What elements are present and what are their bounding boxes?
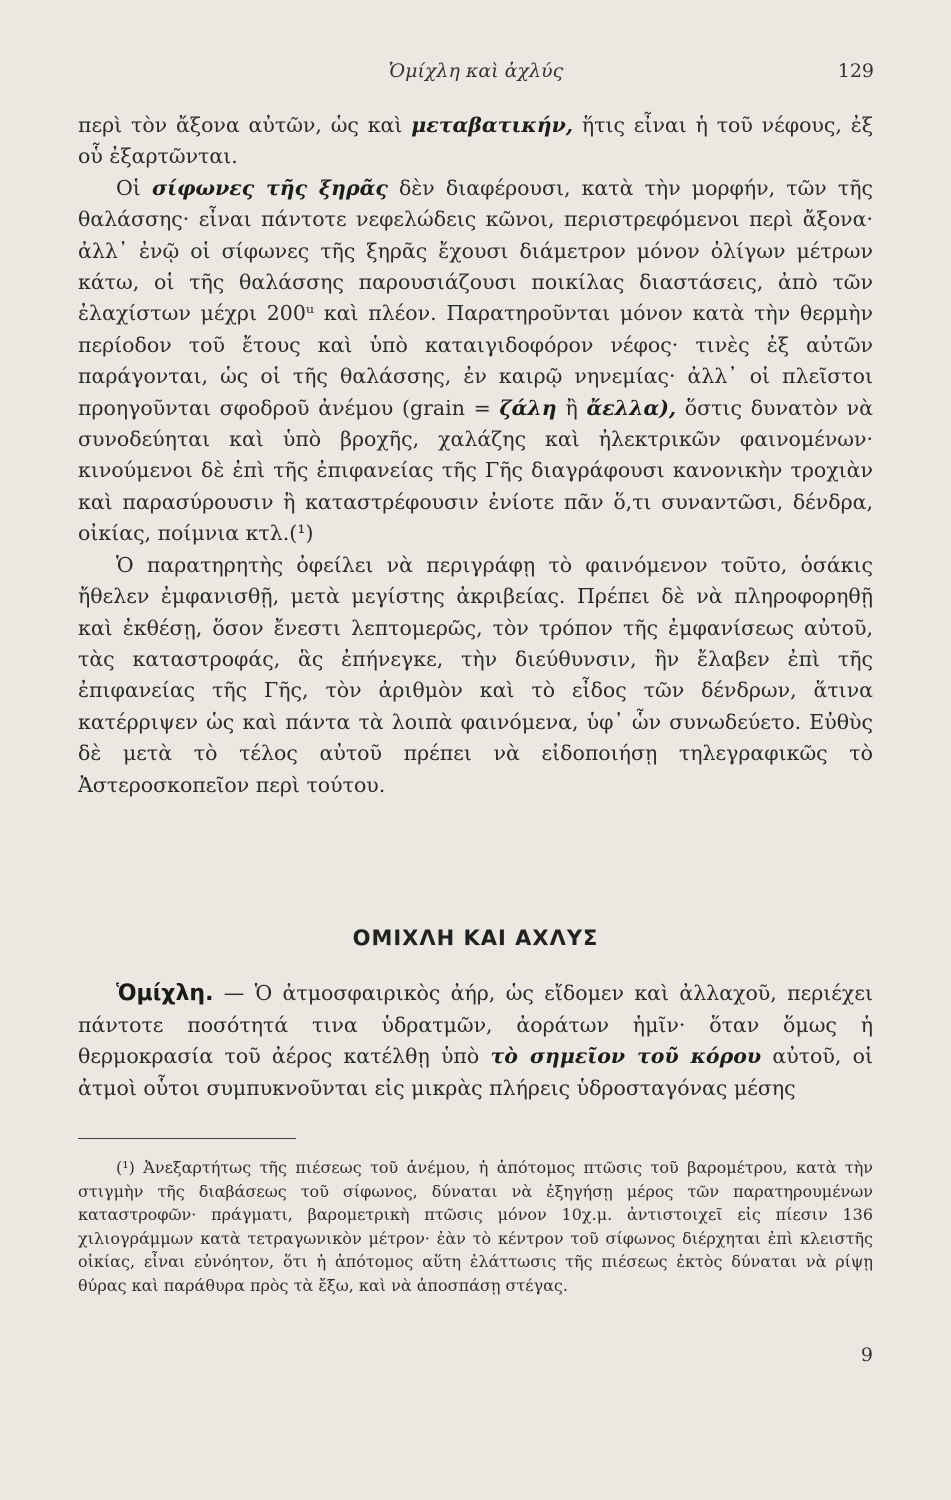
emphasis-term: σίφωνες τῆς ξηρᾶς (151, 175, 388, 200)
footnote-rule (78, 1138, 296, 1139)
running-head (78, 60, 874, 92)
running-title: Ὁμίχλη καὶ ἀχλύς (388, 60, 564, 82)
footnote-text: (¹) Ἀνεξαρτήτως τῆς πιέσεως τοῦ ἀνέμου, ἡ ἀπότομος πτῶσις τοῦ βαρομέτρου, κατὰ τὴν στιγμὴν τῆς διαβάσεως τοῦ σίφωνος, δύναται νὰ ἐξηγήσῃ μέρος τῶν παρατηρουμένων καταστροφῶν· πράγματι, βαρομετρικὴ πτῶσις μόνον 10χ.μ. ἀντιστοιχεῖ εἰς πίεσιν 136 χιλιογράμμων κατὰ τετραγωνικὸν μέτρον· ἐὰν τὸ κέντρον τοῦ σίφωνος διέρχηται ἐπὶ κλειστῆς οἰκίας, εἶναι εὐνόητον, ὅτι ἡ ἀπότομος αὕτη ἐλάττωσις τῆς πιέσεως ἐκτὸς δύναται νὰ ρίψῃ θύρας καὶ παράθυρα πρὸς τὰ ἔξω, καὶ νὰ ἀποσπάσῃ στέγας. (78, 1158, 873, 1295)
emphasis-term: τὸ σημεῖον τοῦ κόρου (490, 1044, 762, 1068)
body-text (78, 110, 873, 801)
lead-term: Ὁμίχλη. (116, 981, 214, 1006)
paragraph-3: Ὁ παρατηρητὴς ὀφείλει νὰ περιγράφῃ τὸ φαινόμενον τοῦτο, ὁσάκις ἤθελεν ἐμφανισθῇ, μετὰ μεγίστης ἀκριβείας. Πρέπει δὲ νὰ πληροφορηθῇ καὶ ἐκθέσῃ, ὅσον ἔνεστι λεπτομερῶς, τὸν τρόπον τῆς ἐμφανίσεως αὐτοῦ, τὰς καταστροφάς, ἃς ἐπήνεγκε, τὴν διεύθυνσιν, ἣν ἔλαβεν ἐπὶ τῆς ἐπιφανείας τῆς Γῆς, τὸν ἀριθμὸν καὶ τὸ εἶδος τῶν δένδρων, ἅτινα κατέρριψεν ὡς καὶ πάντα τὰ λοιπὰ φαινόμενα, ὑφ᾽ ὧν συνωδεύετο. Εὐθὺς δὲ μετὰ τὸ τέλος αὐτοῦ πρέπει νὰ εἰδοποιήσῃ τηλεγραφικῶς τὸ Ἀστεροσκοπεῖον περὶ τούτου. (78, 552, 873, 797)
section-body (78, 978, 873, 1104)
paragraph-2: Οἱ σίφωνες τῆς ξηρᾶς δὲν διαφέρουσι, κατὰ τὴν μορφήν, τῶν τῆς θαλάσσης· εἶναι πάντοτε νεφελώδεις κῶνοι, περιστρεφόμενοι περὶ ἄξονα· ἀλλ᾽ ἐνῷ οἱ σίφωνες τῆς ξηρᾶς ἔχουσι διάμετρον μόνον ὀλίγων μέτρων κάτω, οἱ τῆς θαλάσσης παρουσιάζουσι ποικίλας διαστάσεις, ἀπὸ τῶν ἐλαχίστων μέχρι 200ᵘ καὶ πλέον. Παρατηροῦνται μόνον κατὰ τὴν θερμὴν περίοδον τοῦ ἔτους καὶ ὑπὸ καταιγιδοφόρον νέφος· τινὲς ἐξ αὐτῶν παράγονται, ὡς οἱ τῆς θαλάσσης, ἐν καιρῷ νηνεμίας· ἀλλ᾽ οἱ πλεῖστοι προηγοῦνται σφοδροῦ ἀνέμου (grain = ζάλη ἢ ἄελλα), ὅστις δυνατὸν νὰ συνοδεύηται καὶ ὑπὸ βροχῆς, χαλάζης καὶ ἠλεκτρικῶν φαινομένων· κινούμενοι δὲ ἐπὶ τῆς ἐπιφανείας τῆς Γῆς διαγράφουσι κανονικὴν τροχιὰν καὶ παρασύρουσιν ἢ καταστρέφουσιν ἐνίοτε πᾶν ὅ,τι συναντῶσι, δένδρα, οἰκίας, ποίμνια κτλ.(¹) (78, 175, 873, 546)
page-number: 129 (837, 60, 874, 82)
emphasis-term: μεταβατικήν, (411, 113, 574, 137)
footnote (78, 1156, 873, 1298)
section-heading: ΟΜΙΧΛΗ ΚΑΙ ΑΧΛΥΣ (352, 926, 599, 950)
section-paragraph: Ὁμίχλη. — Ὁ ἀτμοσφαιρικὸς ἀήρ, ὡς εἴδομεν καὶ ἀλλαχοῦ, περιέχει πάντοτε ποσότητά τινα ὑδρατμῶν, ἀοράτων ἡμῖν· ὅταν ὅμως ἡ θερμοκρασία τοῦ ἀέρος κατέλθῃ ὑπὸ τὸ σημεῖον τοῦ κόρου αὐτοῦ, οἱ ἀτμοὶ οὗτοι συμπυκνοῦνται εἰς μικρὰς πλήρεις ὑδροσταγόνας μέσης (78, 981, 873, 1100)
signature-mark: 9 (860, 1344, 873, 1366)
emphasis-term: ἄελλα), (586, 395, 677, 420)
paragraph-1: περὶ τὸν ἄξονα αὐτῶν, ὡς καὶ μεταβατικήν, ἥτις εἶναι ἡ τοῦ νέφους, ἐξ οὗ ἐξαρτῶνται. (78, 113, 873, 169)
emphasis-term: ζάλη (499, 395, 557, 420)
